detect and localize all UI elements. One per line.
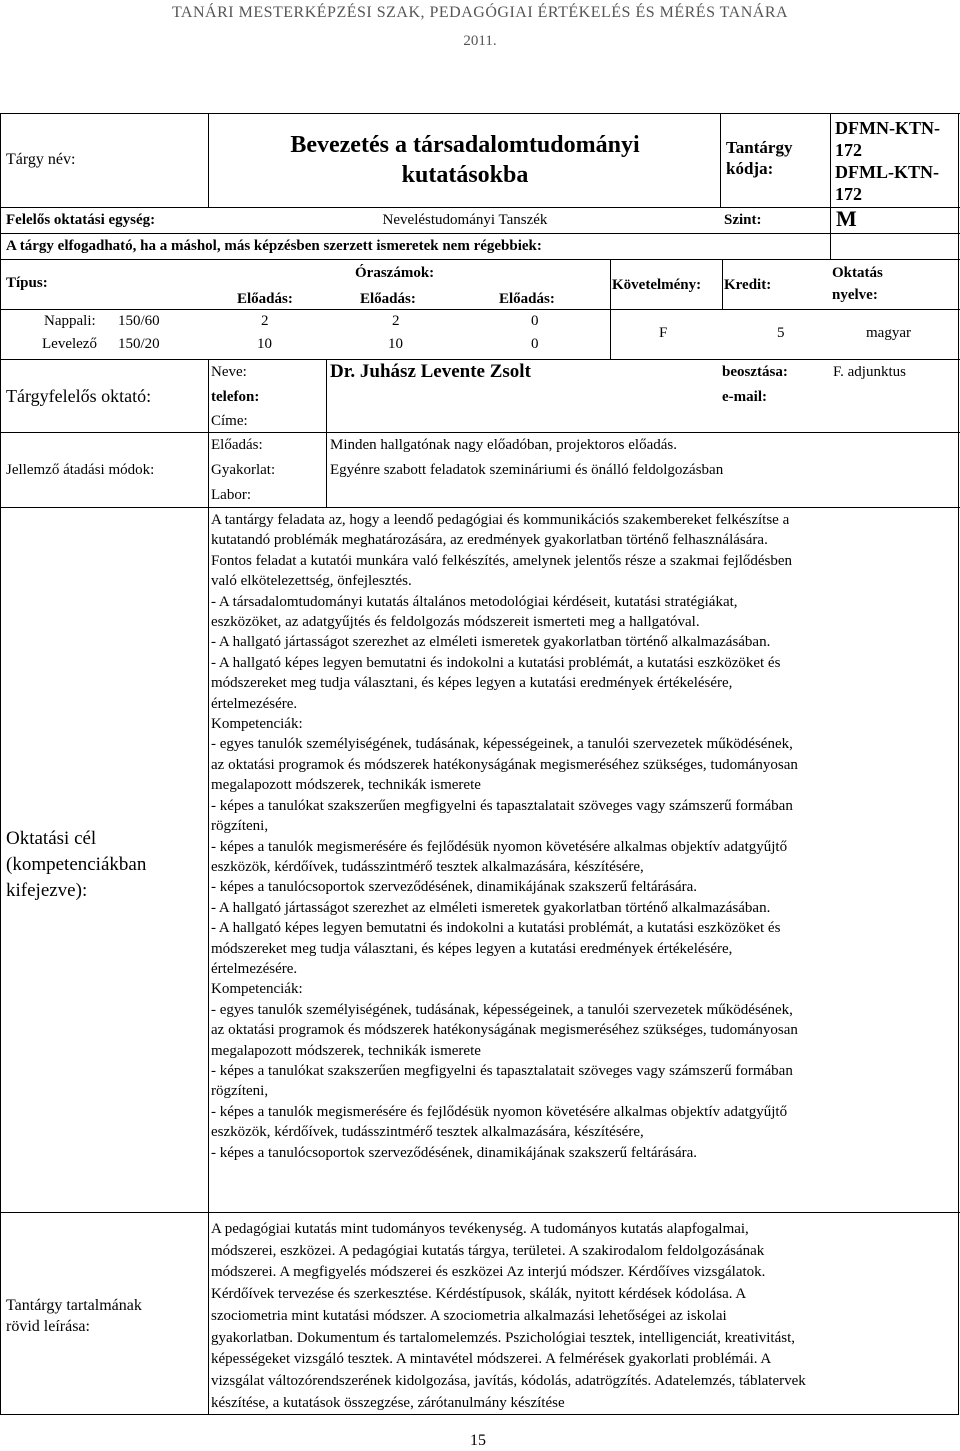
type-label: Típus:: [6, 275, 48, 291]
goals-line: az oktatási programok és módszerek hatékonyságának megismeréséhez szükséges, tudományosan: [211, 1022, 798, 1039]
goals-line: az oktatási programok és módszerek hatékonyságának megismeréséhez szükséges, tudományosan: [211, 756, 798, 773]
subject-code-label-1: Tantárgy: [726, 138, 793, 157]
requirement-label: Követelmény:: [612, 277, 702, 293]
teacher-label: Tárgyfelelős oktató:: [6, 386, 152, 406]
goals-line: - A hallgató képes legyen bemutatni és indokolni a kutatási problémát, a kutatási eszközöket és: [211, 654, 781, 671]
credit-label: Kredit:: [724, 277, 772, 293]
lecture-method-label: Előadás:: [211, 437, 263, 453]
goals-line: módszereket meg tudja választani, és képes legyen a kutatási eredmények értékelésére,: [211, 940, 733, 957]
content-line: módszerei, eszközei. A pedagógiai kutatás tárgya, területei. A szakirodalom feldolgozásának: [211, 1242, 765, 1259]
teacher-name-label: Neve:: [211, 364, 247, 380]
row-lecture-3: 0: [531, 336, 539, 352]
level-value: M: [836, 206, 857, 231]
lab-method-label: Labor:: [211, 487, 251, 503]
goals-line: - A hallgató jártasságot szerezhet az elméleti ismeretek gyakorlatban történő alkalmazásában.: [211, 634, 771, 651]
goals-line: A tantárgy feladata az, hogy a leendő pedagógiai és kommunikációs szakembereket felkészítse a: [211, 512, 790, 528]
practice-method-value: Egyénre szabott feladatok szemináriumi és önálló feldolgozásban: [330, 462, 724, 478]
goals-line: - egyes tanulók személyiségének, tudásának, képességeinek, a tanulói szervezetek működésének,: [211, 736, 793, 753]
row-total: 150/20: [118, 336, 160, 352]
level-label: Szint:: [724, 212, 762, 228]
goals-line: rögzíteni,: [211, 1083, 269, 1100]
subject-code-4: 172: [835, 184, 862, 204]
goals-line: - képes a tanulók megismerésére és fejlődésük nyomon követésére alkalmas objektív adatgyűjtő: [211, 1103, 788, 1120]
credit-value: 5: [777, 325, 785, 341]
goals-line: eszközök, kérdőívek, tudásszintmérő tesztek alkalmazására, készítésére,: [211, 1124, 644, 1141]
address-label: Címe:: [211, 413, 248, 429]
department-value: Neveléstudományi Tanszék: [382, 212, 548, 228]
goals-line: értelmezésére.: [211, 960, 298, 977]
department-label: Felelős oktatási egység:: [6, 212, 156, 228]
goals-line: - képes a tanulócsoportok szerveződésének, dinamikájának szakszerű feltárására.: [211, 879, 698, 896]
practice-method-label: Gyakorlat:: [211, 462, 276, 478]
subject-code-label-2: kódja:: [726, 159, 774, 178]
goals-label-2: (kompetenciákban: [6, 854, 147, 875]
row-name: Levelező: [42, 336, 97, 352]
goals-line: - egyes tanulók személyiségének, tudásának, képességeinek, a tanulói szervezetek működésének,: [211, 1001, 793, 1018]
goals-line: való elkötelezettség, önfejlesztés.: [211, 573, 412, 590]
goals-line: rögzíteni,: [211, 818, 269, 835]
row-total: 150/60: [118, 313, 160, 329]
methods-label: Jellemző átadási módok:: [6, 462, 155, 478]
goals-line: eszközöket, az adatgyűjtés és feldolgozás módszereit ismerteti meg a hallgatóval.: [211, 614, 700, 631]
goals-line: - képes a tanulók megismerésére és fejlődésük nyomon követésére alkalmas objektív adatgyűjtő: [211, 838, 788, 855]
document-year: 2011.: [463, 33, 497, 49]
hours-col-lecture-3: Előadás:: [499, 291, 555, 307]
subject-code-3: DFML-KTN-: [835, 162, 939, 182]
phone-label: telefon:: [211, 389, 260, 405]
content-line: A pedagógiai kutatás mint tudományos tevékenység. A tudományos kutatás alapfogalmai,: [211, 1221, 749, 1237]
content-line: vizsgálat változórendszerének kidolgozása, javítás, kódolás, adatrögzítés. Adatelemzés, táblatervek: [211, 1372, 806, 1389]
row-lecture-1: 2: [261, 313, 269, 329]
goals-label-3: kifejezve):: [6, 880, 88, 901]
hours-col-lecture-1: Előadás:: [237, 291, 293, 307]
goals-line: - A hallgató jártasságot szerezhet az elméleti ismeretek gyakorlatban történő alkalmazásában.: [211, 899, 771, 916]
goals-line: megalapozott módszerek, technikák ismerete: [211, 777, 481, 794]
email-label: e-mail:: [722, 389, 767, 405]
goals-line: - képes a tanulókat szakszerűen megfigyelni és tapasztalatait szöveges vagy számszerű formában: [211, 1062, 793, 1079]
goals-line: - képes a tanulókat szakszerűen megfigyelni és tapasztalatait szöveges vagy számszerű formában: [211, 797, 793, 814]
goals-line: kutatandó problémák meghatározására, az eredmények gyakorlatban történő felhasználására.: [211, 532, 768, 549]
row-lecture-1: 10: [257, 336, 272, 352]
content-text: [211, 1219, 806, 1414]
goals-line: Fontos feladat a kutatói munkára való felkészítés, amelynek jelentős része a szakmai fejlődésben: [211, 552, 793, 569]
page-number: 15: [470, 1432, 486, 1449]
subject-title-line1: Bevezetés a társadalomtudományi: [290, 132, 640, 158]
goals-line: - A társadalomtudományi kutatás általános metodológiai kérdéseit, kutatási stratégiákat,: [211, 593, 738, 610]
goals-line: eszközök, kérdőívek, tudásszintmérő tesztek alkalmazására, készítésére,: [211, 858, 644, 875]
goals-label-1: Oktatási cél: [6, 828, 97, 849]
subject-code-1: DFMN-KTN-: [835, 118, 940, 138]
goals-line: megalapozott módszerek, technikák ismerete: [211, 1042, 481, 1059]
content-label-1: Tantárgy tartalmának: [6, 1297, 142, 1314]
document-header: TANÁRI MESTERKÉPZÉSI SZAK, PEDAGÓGIAI ÉRTÉKELÉS ÉS MÉRÉS TANÁRA: [171, 4, 789, 21]
lecture-method-value: Minden hallgatónak nagy előadóban, projektoros előadás.: [330, 437, 677, 453]
language-value: magyar: [866, 325, 911, 341]
hours-label: Óraszámok:: [355, 265, 435, 281]
content-line: Kérdőívek tervezése és szerkesztése. Kérdéstípusok, skálák, nyitott kérdések kódolása. A: [211, 1286, 747, 1303]
subject-title-line2: kutatásokba: [401, 162, 529, 188]
goals-line: Kompetenciák:: [211, 716, 303, 733]
goals-line: Kompetenciák:: [211, 981, 303, 998]
requirement-value: F: [659, 325, 668, 341]
goals-line: - képes a tanulócsoportok szerveződésének, dinamikájának szakszerű feltárására.: [211, 1144, 698, 1161]
goals-text: [211, 510, 798, 1163]
row-lecture-2: 10: [388, 336, 403, 352]
content-line: módszerei. A megfigyelés módszerei és eszközei Az interjú módszer. Kérdőíves vizsgálatok.: [211, 1264, 766, 1281]
teacher-name: Dr. Juhász Levente Zsolt: [330, 361, 531, 382]
subject-code-2: 172: [835, 140, 862, 160]
goals-line: értelmezésére.: [211, 695, 298, 712]
row-lecture-3: 0: [531, 313, 539, 329]
row-lecture-2: 2: [392, 313, 400, 329]
content-line: készítése, a kutatások összegzése, zárótanulmány készítése: [211, 1394, 565, 1411]
subject-name-label: Tárgy név:: [6, 151, 76, 168]
row-name: Nappali:: [44, 313, 96, 329]
language-label-1: Oktatás: [832, 265, 883, 281]
content-line: képességeket vizsgáló tesztek. A mintavétel módszerei. A felmérések gyakorlati problémái. A: [211, 1351, 772, 1368]
position-label: beosztása:: [722, 364, 788, 380]
content-line: gyakorlatban. Dokumentum és tartalomelemzés. Pszichológiai tesztek, intelligenciát, kreativitást,: [211, 1329, 795, 1346]
hours-col-lecture-2: Előadás:: [360, 291, 416, 307]
language-label-2: nyelve:: [832, 287, 878, 303]
goals-line: - A hallgató képes legyen bemutatni és indokolni a kutatási problémát, a kutatási eszközöket és: [211, 920, 781, 937]
content-label-2: rövid leírása:: [6, 1318, 90, 1335]
goals-line: módszereket meg tudja választani, és képes legyen a kutatási eredmények értékelésére,: [211, 675, 733, 692]
content-line: szociometria mint kutatási módszer. A szociometria alkalmazási lehetőségei az iskolai: [211, 1307, 727, 1324]
prerequisite-label: A tárgy elfogadható, ha a máshol, más képzésben szerzett ismeretek nem régebbiek:: [6, 238, 542, 254]
position-value: F. adjunktus: [833, 364, 906, 380]
